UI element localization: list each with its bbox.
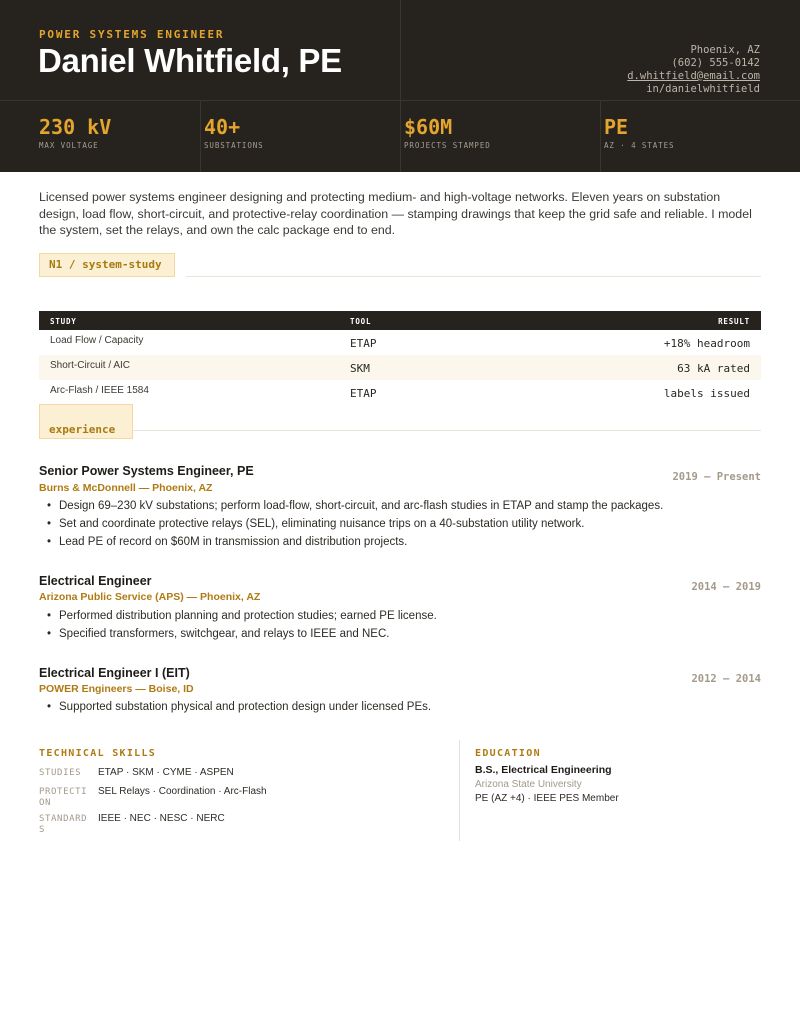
job-title: Electrical Engineer bbox=[39, 574, 152, 588]
skill-values: ETAP · SKM · CYME · ASPEN bbox=[98, 767, 234, 778]
stat-divider bbox=[600, 101, 601, 172]
table-row bbox=[39, 355, 761, 380]
job-bullets bbox=[47, 497, 663, 551]
cell-tool: ETAP bbox=[350, 387, 377, 400]
contact-location: Phoenix, AZ bbox=[690, 44, 760, 56]
job-title: Senior Power Systems Engineer, PE bbox=[39, 464, 254, 478]
stat-label: AZ · 4 STATES bbox=[604, 141, 675, 150]
job-bullets bbox=[47, 698, 431, 716]
stat-divider bbox=[400, 101, 401, 172]
column-header-study: STUDY bbox=[50, 317, 77, 326]
stat-value: 230 kV bbox=[39, 115, 112, 139]
section-tag-experience: experience bbox=[39, 404, 133, 439]
list-item: • Specified transformers, switchgear, and relays to IEEE and NEC. bbox=[47, 625, 437, 643]
stat-value: 40+ bbox=[204, 115, 241, 139]
skill-values: SEL Relays · Coordination · Arc-Flash bbox=[98, 786, 267, 797]
cell-tool: SKM bbox=[350, 362, 370, 375]
column-divider bbox=[459, 740, 460, 841]
skill-category: STUDIES bbox=[39, 768, 82, 778]
table-header bbox=[39, 311, 761, 330]
stat-label: PROJECTS STAMPED bbox=[404, 141, 491, 150]
contact-email-link[interactable]: d.whitfield@email.com bbox=[627, 70, 760, 82]
job-dates: 2019 — Present bbox=[672, 471, 761, 483]
skill-category: PROTECTION bbox=[39, 787, 88, 808]
education-certifications: PE (AZ +4) · IEEE PES Member bbox=[475, 793, 619, 804]
job-company: Arizona Public Service (APS) — Phoenix, AZ bbox=[39, 591, 261, 603]
skills-heading: TECHNICAL SKILLS bbox=[39, 748, 157, 759]
job-bullets bbox=[47, 607, 437, 643]
job-dates: 2014 — 2019 bbox=[691, 581, 761, 593]
contact-phone: (602) 555-0142 bbox=[671, 57, 760, 69]
cell-study: Arc-Flash / IEEE 1584 bbox=[50, 385, 149, 396]
stat-value: PE bbox=[604, 115, 629, 139]
education-heading: EDUCATION bbox=[475, 748, 541, 759]
list-item: • Set and coordinate protective relays (SEL), eliminating nuisance trips on a 40-substation utility network. bbox=[47, 515, 663, 533]
candidate-name: Daniel Whitfield, PE bbox=[38, 42, 342, 79]
skill-values: IEEE · NEC · NESC · NERC bbox=[98, 813, 225, 824]
list-item: • Design 69–230 kV substations; perform load-flow, short-circuit, and arc-flash studies in ETAP and stamp the packages. bbox=[47, 497, 663, 515]
column-header-result: RESULT bbox=[718, 317, 750, 326]
table-row bbox=[39, 330, 761, 355]
list-item: • Supported substation physical and protection design under licensed PEs. bbox=[47, 698, 431, 716]
education-degree: B.S., Electrical Engineering bbox=[475, 764, 612, 776]
list-item: • Performed distribution planning and protection studies; earned PE license. bbox=[47, 607, 437, 625]
skill-category: STANDARDS bbox=[39, 814, 88, 835]
cell-study: Load Flow / Capacity bbox=[50, 335, 144, 346]
stat-label: SUBSTATIONS bbox=[204, 141, 264, 150]
column-header-tool: TOOL bbox=[350, 317, 372, 326]
resume-header bbox=[0, 0, 800, 172]
cell-result: labels issued bbox=[663, 387, 750, 400]
job-company: Burns & McDonnell — Phoenix, AZ bbox=[39, 482, 213, 494]
contact-block bbox=[627, 44, 760, 96]
job-company: POWER Engineers — Boise, ID bbox=[39, 683, 194, 695]
job-dates: 2012 — 2014 bbox=[691, 673, 761, 685]
section-rule bbox=[133, 430, 761, 431]
job-role: POWER SYSTEMS ENGINEER bbox=[39, 28, 225, 41]
cell-study: Short-Circuit / AIC bbox=[50, 360, 131, 371]
stat-label: MAX VOLTAGE bbox=[39, 141, 99, 150]
education-school: Arizona State University bbox=[475, 779, 582, 790]
job-title: Electrical Engineer I (EIT) bbox=[39, 666, 190, 680]
cell-result: +18% headroom bbox=[663, 337, 750, 350]
section-tag-system-study: N1 / system-study bbox=[39, 253, 175, 277]
cell-tool: ETAP bbox=[350, 337, 377, 350]
professional-summary: Licensed power systems engineer designing and protecting medium- and high-voltage networks. Eleven years on substation design, load flow, short-circuit, and protective-relay coordination — stamping drawings that keep the grid safe and reliable. I model the system, set the relays, and own the calc package end to end. bbox=[39, 190, 752, 237]
table-row bbox=[39, 380, 761, 405]
stat-value: $60M bbox=[404, 115, 453, 139]
stat-divider bbox=[200, 101, 201, 172]
header-divider bbox=[400, 0, 401, 100]
contact-linkedin-link[interactable]: in/danielwhitfield bbox=[646, 83, 760, 95]
list-item: • Lead PE of record on $60M in transmission and distribution projects. bbox=[47, 533, 663, 551]
study-table bbox=[39, 311, 761, 405]
cell-result: 63 kA rated bbox=[677, 362, 750, 375]
section-rule bbox=[186, 276, 761, 277]
